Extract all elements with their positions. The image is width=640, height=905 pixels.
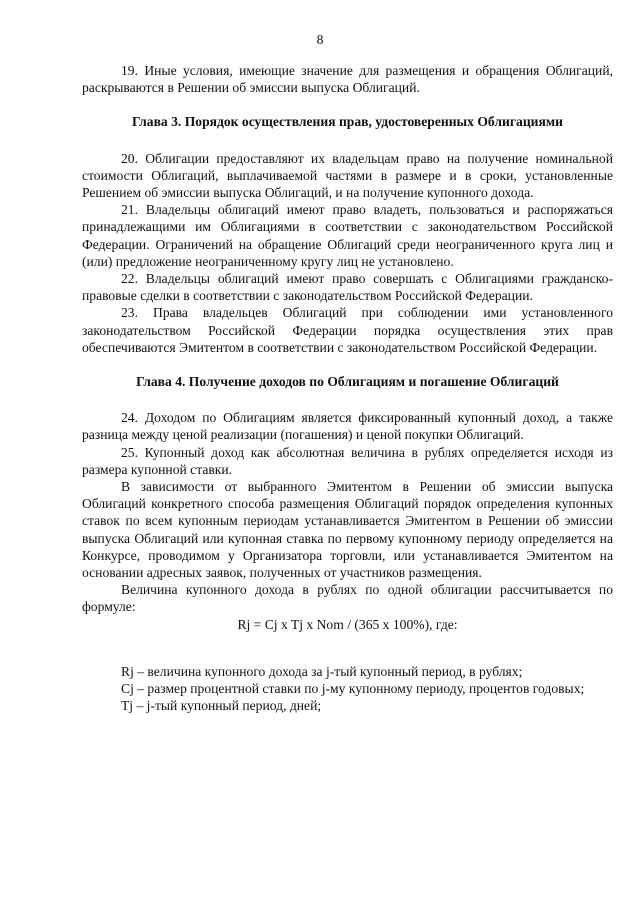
coupon-formula: Rj = Cj x Tj x Nom / (365 x 100%), где: (237, 616, 458, 632)
definition-rj: Rj – величина купонного дохода за j-тый купонный период, в рублях; (121, 663, 523, 679)
paragraph-20: 20. Облигации предоставляют их владельцам право на получение номинальной стоимости Облигаций, выплачиваемой частями в размере и в сроки, установленные Решением об эмиссии выпуска Облигаций, и на получение купонного дохода. (82, 150, 613, 201)
paragraph-22: 22. Владельцы облигаций имеют право совершать с Облигациями гражданско-правовые сделки в соответствии с законодательством Российской Федерации. (82, 271, 613, 304)
document-body (82, 62, 613, 715)
paragraph-formula-intro: Величина купонного дохода в рублях по одной облигации рассчитывается по формуле: (82, 582, 613, 615)
paragraph-23: 23. Права владельцев Облигаций при соблюдении ими установленного законодательством Российской Федерации порядка осуществления этих прав обеспечиваются Эмитентом в соответствии с законодательством Российской Федерации. (82, 305, 613, 355)
paragraph-coupon-rates: В зависимости от выбранного Эмитентом в Решении об эмиссии выпуска Облигаций конкретного способа размещения Облигаций порядок определения купонных ставок по всем купонным периодам устанавливается Эмитентом в Решении об эмиссии выпуска Облигаций или купонная ставка по первому купонному периоду определяется на Конкурсе, проводимом у Организатора торговли, или устанавливается Эмитентом на основании адресных заявок, полученных от участников размещения. (82, 479, 613, 581)
paragraph-21: 21. Владельцы облигаций имеют право владеть, пользоваться и распоряжаться принадлежащими им Облигациями в соответствии с законодательством Российской Федерации. Ограничений на обращение Облигаций среди неограниченного круга лиц и (или) предложение неограниченному кругу лиц не установлено. (82, 202, 613, 269)
paragraph-19: 19. Иные условия, имеющие значение для размещения и обращения Облигаций, раскрываются в Решении об эмиссии выпуска Облигаций. (82, 63, 613, 96)
chapter-4-heading: Глава 4. Получение доходов по Облигациям и погашение Облигаций (136, 374, 559, 390)
page-number: 8 (316, 32, 324, 47)
paragraph-25: 25. Купонный доход как абсолютная величина в рублях определяется исходя из размера купонной ставки. (82, 444, 613, 477)
paragraph-24: 24. Доходом по Облигациям является фиксированный купонный доход, а также разница между ценой реализации (погашения) и ценой покупки Облигаций. (82, 410, 613, 443)
definition-cj: Cj – размер процентной ставки по j-му купонному периоду, процентов годовых; (121, 681, 585, 697)
chapter-3-heading: Глава 3. Порядок осуществления прав, удостоверенных Облигациями (132, 114, 563, 130)
definition-tj: Tj – j-тый купонный период, дней; (121, 698, 322, 714)
